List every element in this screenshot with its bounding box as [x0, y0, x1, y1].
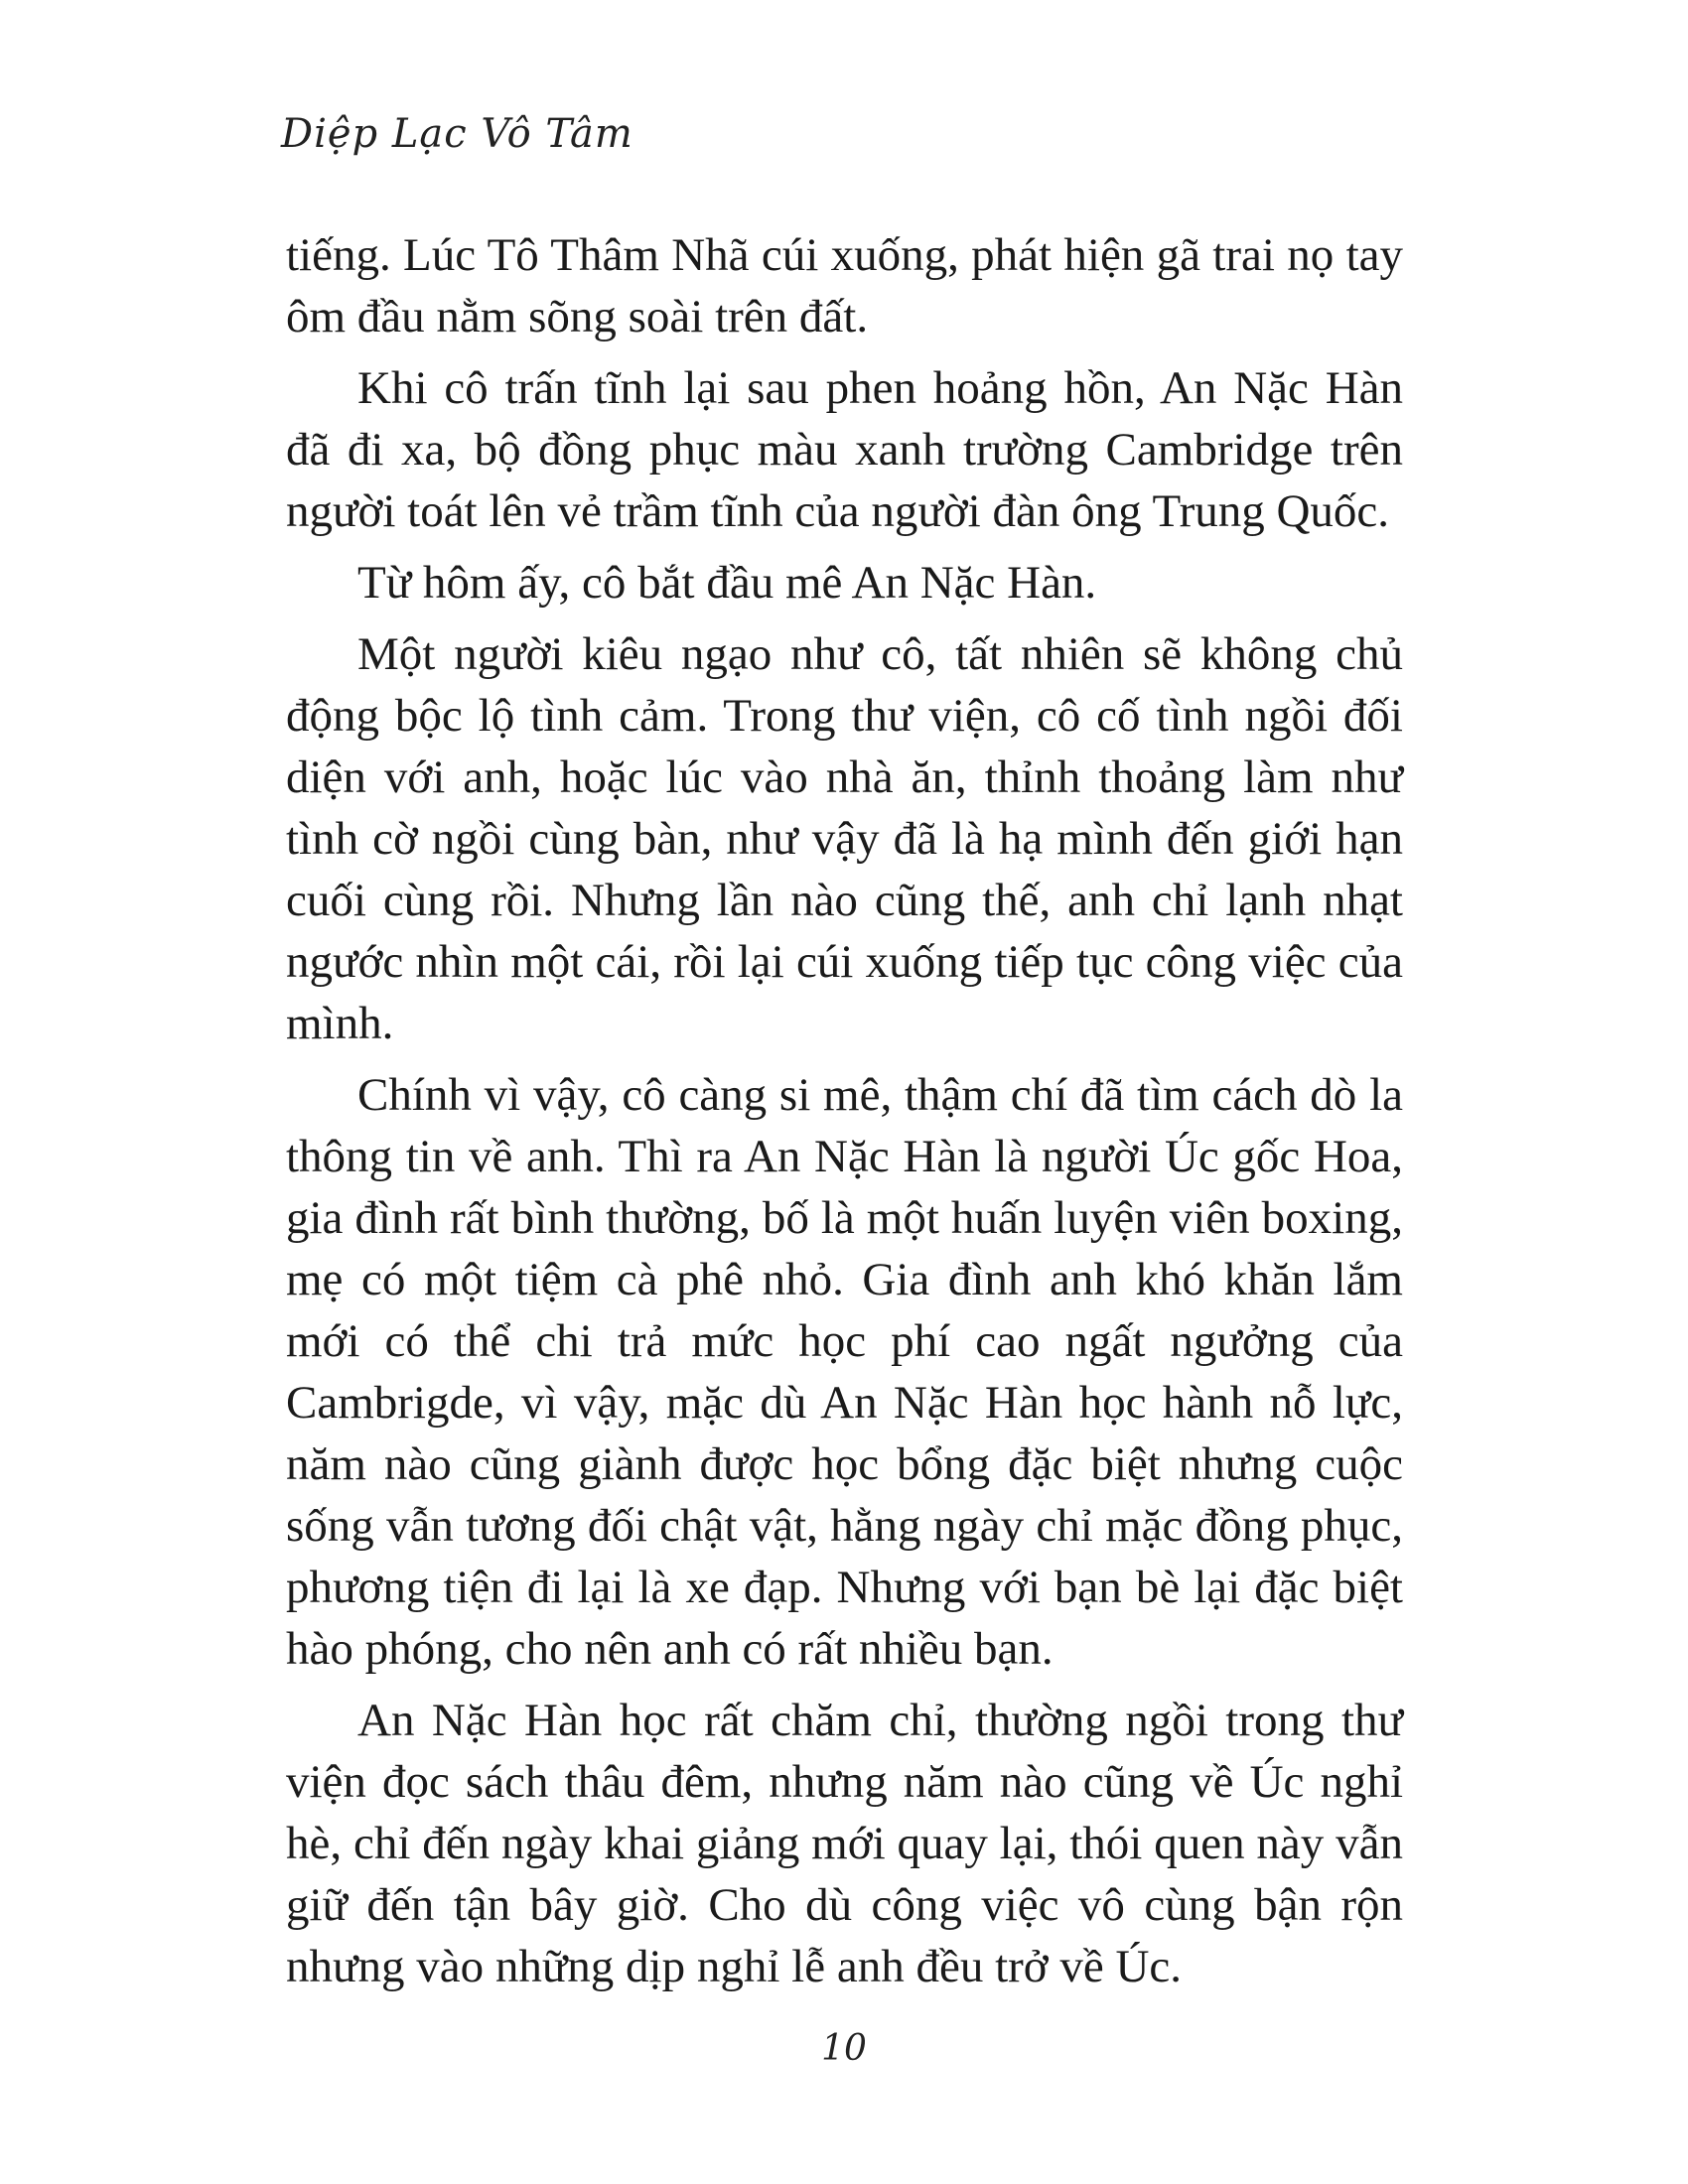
paragraph: Chính vì vậy, cô càng si mê, thậm chí đã tìm cách dò la thông tin về anh. Thì ra An Nặc Hàn là người Úc gốc Hoa, gia đình rất bình thường, bố là một huấn luyện viên boxing, mẹ có một tiệm cà phê nhỏ. Gia đình anh khó khăn lắm mới có thể chi trả mức học phí cao ngất ngưởng của Cambrigde, vì vậy, mặc dù An Nặc Hàn học hành nỗ lực, năm nào cũng giành được học bổng đặc biệt nhưng cuộc sống vẫn tương đối chật vật, hằng ngày chỉ mặc đồng phục, phương tiện đi lại là xe đạp. Nhưng với bạn bè lại đặc biệt hào phóng, cho nên anh có rất nhiều bạn.	[286, 1069, 1403, 1675]
paragraph: An Nặc Hàn học rất chăm chỉ, thường ngồi trong thư viện đọc sách thâu đêm, nhưng năm nào cũng về Úc nghỉ hè, chỉ đến ngày khai giảng mới quay lại, thói quen này vẫn giữ đến tận bây giờ. Cho dù công việc vô cùng bận rộn nhưng vào những dịp nghỉ lễ anh đều trở về Úc.	[286, 1695, 1403, 1992]
page-number: 10	[821, 2028, 867, 2069]
paragraph: tiếng. Lúc Tô Thâm Nhã cúi xuống, phát hiện gã trai nọ tay ôm đầu nằm sõng soài trên đất.	[286, 229, 1403, 342]
body-text	[286, 224, 1403, 2007]
paragraph: Từ hôm ấy, cô bắt đầu mê An Nặc Hàn.	[357, 557, 1097, 609]
running-header: Diệp Lạc Vô Tâm	[281, 111, 633, 157]
paragraph: Một người kiêu ngạo như cô, tất nhiên sẽ không chủ động bộc lộ tình cảm. Trong thư viện, cô cố tình ngồi đối diện với anh, hoặc lúc vào nhà ăn, thỉnh thoảng làm như tình cờ ngồi cùng bàn, như vậy đã là hạ mình đến giới hạn cuối cùng rồi. Nhưng lần nào cũng thế, anh chỉ lạnh nhạt ngước nhìn một cái, rồi lại cúi xuống tiếp tục công việc của mình.	[286, 628, 1403, 1049]
paragraph: Khi cô trấn tĩnh lại sau phen hoảng hồn, An Nặc Hàn đã đi xa, bộ đồng phục màu xanh trường Cambridge trên người toát lên vẻ trầm tĩnh của người đàn ông Trung Quốc.	[286, 362, 1403, 537]
